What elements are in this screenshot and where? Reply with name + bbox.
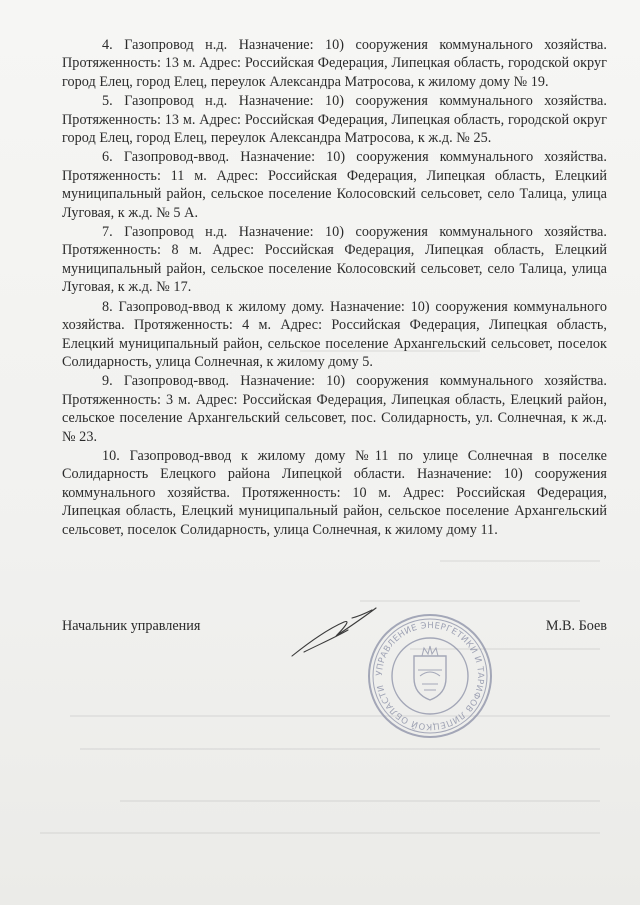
list-item-10: 10. Газопровод-ввод к жилому дому №11 по улице Солнечная в поселке Солидарность Елецкого района Липецкой области. Назначение: 10) сооружения коммунального хозяйства. Протяженность: 10 м. Адрес: Российская Федерация, Липецкая область, Елецкий муниципальный район, сельское поселение Архангельский сельсовет, поселок Солидарность, улица Солнечная, к жилому дому 11. [62, 447, 607, 538]
list-item-5: 5. Газопровод н.д. Назначение: 10) сооружения коммунального хозяйства. Протяженность: 13 м. Адрес: Российская Федерация, Липецкая область, городской округ город Елец, город Елец, переулок Александра Матросова, к ж.д. № 25. [62, 93, 607, 147]
signature-block [62, 618, 607, 640]
signatory-name: М.В. Боев [545, 618, 607, 634]
signatory-title: Начальник управления [62, 618, 201, 634]
list-item-4: 4. Газопровод н.д. Назначение: 10) сооружения коммунального хозяйства. Протяженность: 13 м. Адрес: Российская Федерация, Липецкая область, городской округ город Елец, город Елец, переулок Александра Матросова, к жилому дому № 19. [62, 37, 607, 90]
list-item-9: 9. Газопровод-ввод. Назначение: 10) сооружения коммунального хозяйства. Протяженность: 3 м. Адрес: Российская Федерация, Липецкая область, Елецкий район, сельское поселение Архангельский сельсовет, пос. Солидарность, ул. Солнечная, к ж.д. № 23. [62, 373, 607, 445]
list-item-8: 8. Газопровод-ввод к жилому дому. Назначение: 10) сооружения коммунального хозяйства. Протяженность: 4 м. Адрес: Российская Федерация, Липецкая область, Елецкий муниципальный район, сельское поселение Архангельский сельсовет, поселок Солидарность, улица Солнечная, к жилому дому 5. [62, 298, 607, 370]
bleed-through-line [70, 715, 610, 717]
bleed-through-line [440, 560, 600, 562]
list-item-6: 6. Газопровод-ввод. Назначение: 10) сооружения коммунального хозяйства. Протяженность: 11 м. Адрес: Российская Федерация, Липецкая область, Елецкий муниципальный район, сельское поселение Колосовский сельсовет, село Талица, улица Луговая, к ж.д. № 5 А. [62, 149, 607, 221]
bleed-through-line [40, 832, 600, 834]
bleed-through-line [80, 748, 600, 750]
seal-ring-text: УПРАВЛЕНИЕ ЭНЕРГЕТИКИ И ТАРИФОВ ЛИПЕЦКОЙ ОБЛАСТИ [374, 620, 486, 732]
document-body [62, 36, 607, 540]
list-item-7: 7. Газопровод н.д. Назначение: 10) сооружения коммунального хозяйства. Протяженность: 8 м. Адрес: Российская Федерация, Липецкая область, Елецкий муниципальный район, сельское поселение Колосовский сельсовет, село Талица, улица Луговая, к ж.д. № 17. [62, 224, 607, 296]
bleed-through-line [120, 800, 600, 802]
